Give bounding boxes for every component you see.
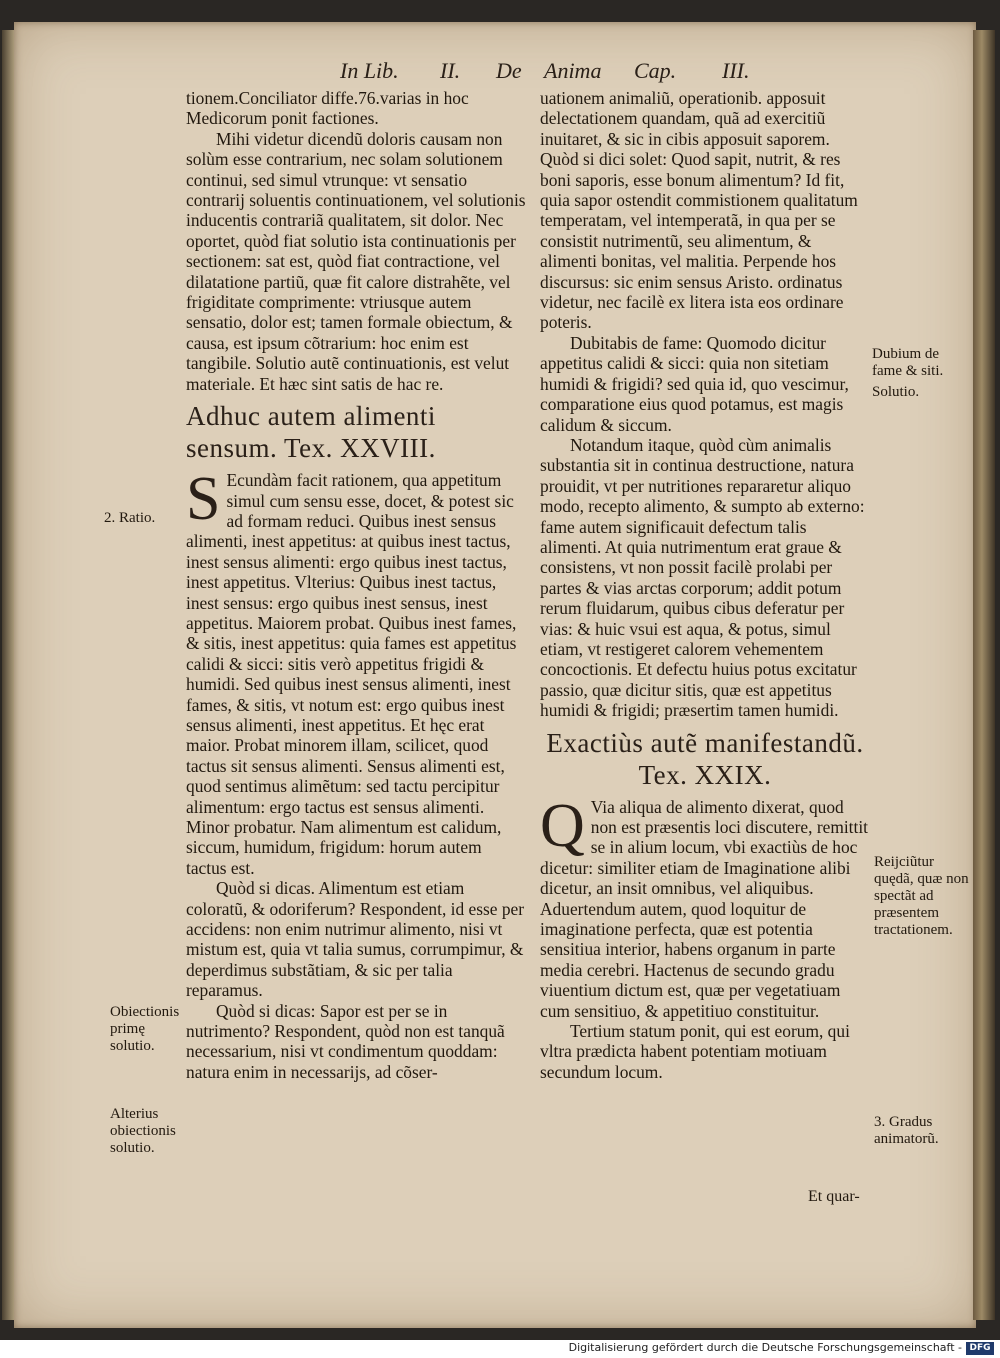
dfg-logo-icon: DFG (966, 1342, 994, 1355)
left-paragraph-3: Quòd si dicas. Alimentum est etiam coloratũ, & odoriferum? Respondent, id esse per accidens: non enim nutrimur alimento, nisi vt mistum est, quia vt talia sumus, corrumpimur, & deperdimus substãtiam, & sic per talia reparamus. (186, 878, 525, 1001)
margin-note-obiectionis-1: Obiectionis primę solutio. (110, 1004, 180, 1054)
right-text-column (540, 88, 870, 1082)
left-paragraph-4: Quòd si dicas: Sapor est per se in nutrimento? Respondent, quòd non est tanquã necessarium, nisi vt condimentum quoddam: natura enim in necessarijs, ad cõser- (186, 1000, 505, 1082)
header-chapter-number: III. (722, 58, 750, 83)
header-de: De (496, 58, 522, 83)
right-paragraph-4-block (540, 791, 870, 1021)
left-paragraph-2-block (186, 465, 526, 878)
header-cap: Cap. (634, 58, 677, 83)
margin-note-ratio: 2. Ratio. (104, 510, 156, 526)
dropcap-s: S (186, 465, 221, 534)
right-paragraph-1: uationem animaliũ, operationib. apposuit delectationem quandam, quã ad exercitiũ inuitaret, & sic in cibis apposuit saporem. Quòd si dici solet: Quod sapit, nutrit, & res boni saporis, esse bonum alimentum? Id fit, quia sapor ostendit commistionem qualitatum temperatam, vel intemperatã, in qua per se consistit nutrimentũ, seu alimentum, & alimenti bonitas, vel malitia. Perpende hos discursus: sic enim sensus Aristo. ordinatus videtur, nec facilè ex litera ista eos ordinare poteris. (540, 88, 858, 333)
left-paragraph-1: Mihi videtur dicendũ doloris causam non solùm esse contrarium, nec solam solutionem continui, sed simul vtrunque: vt sensatio contrarij soluentis continuationem, vel solutionis inducentis contrariã qualitatem, sit dolor. Nec oportet, quòd fiat solutio ista continuationis per sectionem: sat est, quòd fiat contractione, vel dilatatione partiũ, quæ fit calore distrahẽte, vel frigiditate comprimente: vtriusque autem sensatio, dolor est; tamen formale obiectum, & causa, est ipsum cõtrarium: hoc enim est tangibile. Solutio autẽ continuationis, est velut materiale. Et hæc sint satis de hac re. (186, 128, 526, 394)
footer-credit: Digitalisierung gefördert durch die Deutsche Forschungsgemeinschaft - (568, 1341, 962, 1354)
margin-note-solutio: Solutio. (872, 384, 920, 400)
right-paragraph-5: Tertium statum ponit, qui est eorum, qui vltra prædicta habent potentiam motiuam secundum locum. (540, 1021, 850, 1082)
right-paragraph-2: Dubitabis de fame: Quomodo dicitur appetitus calidi & sicci: quia non sitetiam humidi & frigidi? sed quia id, quo vescimur, comparatione eius quod potamus, est magis calidum & siccum. (540, 332, 849, 435)
right-paragraph-3: Notandum itaque, quòd cùm animalis substantia sit in continua destructione, natura prouidit, vt per nutritiones repararetur aliquo modo, recepto alimento, & sumpto ab externo: fame autem significauit defectum talis alimenti. At quia nutrimentum erat graue & consistens, vt non possit facilè prolabi per partes & vias arctas corporum; addit potum rerum fluidarum, quibus cibus deferatur per vias: & huic vsui est aqua, & potus, simul etiam, vt restigeret calorem vehementem concoctionis. Et defectu huius potus excitatur passio, quæ dicitur sitis, quæ est appetitus humidi & frigidi; præsertim tamen humidi. (540, 434, 865, 721)
margin-note-gradus: 3. Gradus animatorũ. (874, 1114, 939, 1147)
left-paragraph-2: Ecundàm facit rationem, qua appetitum simul cum sensu esse, docet, & potest sic ad formam reduci. Quibus inest sensus alimenti, inest appetitus: at quibus inest tactus, inest sensus alimenti: ergo quibus inest tactus, inest appetitus. Vlterius: Quibus inest tactus, inest sensus: ergo quibus inest sensus, inest appetitus. Maiorem probat. Quibus inest fames, & sitis, inest appetitus: quia fames est appetitus calidi & sicci: sitis verò appetitus frigidi & humidi. Sed quibus inest sensus alimenti, inest fames, & sitis, vt notum est: ergo quibus inest sensus alimenti, inest appetitus. Et hęc erat maior. Probat minorem illam, scilicet, quod tactus sit sensus alimenti. Sensus alimenti est, quod sentimus alimẽtum: sed tactu percipitur alimentum: ergo tactus est sensus alimenti. Minor probatur. Nam alimentum est calidum, siccum, humidum, frigidum: horum autem tactus est. (186, 470, 517, 878)
margin-note-reijciuntur: Reijciũtur quędã, quæ non spectãt ad præsentem tractationem. (874, 854, 969, 938)
header-anima: Anima (544, 58, 602, 83)
section-heading-xxix: Exactiùs autẽ manifestandũ. Tex. XXIX. (546, 727, 864, 790)
margin-note-obiectionis-2: Alterius obiectionis solutio. (110, 1106, 176, 1156)
header-in-lib: In Lib. (340, 58, 399, 83)
page-fore-edge (973, 30, 995, 1320)
running-header (0, 58, 1000, 88)
section-heading-xxviii: Adhuc autem alimenti sensum. Tex. XXVIII. (186, 401, 436, 464)
footer-bar (0, 1340, 1000, 1358)
margin-note-dubium: Dubium de fame & siti. (872, 346, 944, 379)
header-book-number: II. (440, 58, 461, 83)
left-text-column (186, 88, 526, 1082)
dropcap-q: Q (540, 791, 585, 860)
catchword: Et quar- (808, 1188, 860, 1205)
right-paragraph-4: Via aliqua de alimento dixerat, quod non est præsentis loci discutere, remittit se in alium locum, vbi exactiùs de hoc dicetur: similiter etiam de Imaginatione alibi dicetur, an insit omnibus, vel aliquibus. Aduertendum autem, quod loquitur de imaginatione perfecta, quæ est potentia sensitiua interior, habens organum in parte media cerebri. Hactenus de secundo gradu viuentium dictum est, quæ per vegetatiuam cum sensitiuo, & appetitiuo constituitur. (540, 796, 869, 1021)
left-line-1: tionem.Conciliator diffe.76.varias in hoc Medicorum ponit factiones. (186, 88, 469, 129)
